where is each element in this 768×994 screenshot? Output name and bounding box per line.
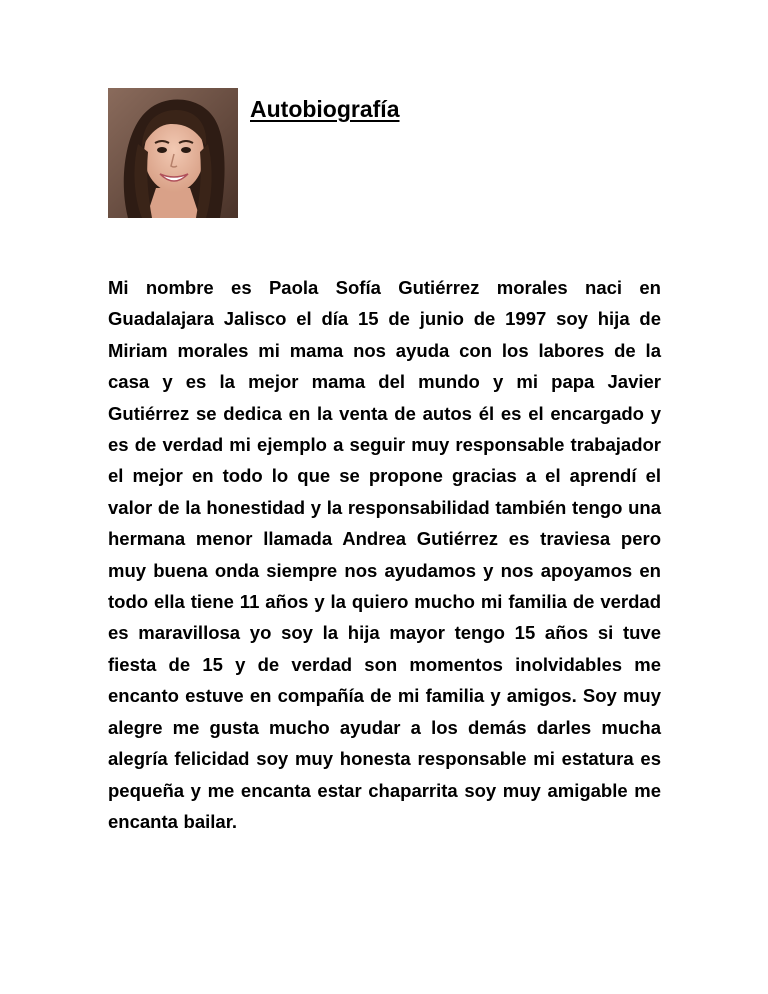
portrait-illustration	[108, 88, 238, 218]
portrait-photo	[108, 88, 238, 218]
page-title: Autobiografía	[250, 96, 400, 122]
autobiography-paragraph: Mi nombre es Paola Sofía Gutiérrez morales naci en Guadalajara Jalisco el día 15 de junio de 1997 soy hija de Miriam morales mi mama nos ayuda con los labores de la casa y es la mejor mama del mundo y mi papa Javier Gutiérrez se dedica en la venta de autos él es el encargado y es de verdad mi ejemplo a seguir muy responsable trabajador el mejor en todo lo que se propone gracias a el aprendí el valor de la honestidad y la responsabilidad también tengo una hermana menor llamada Andrea Gutiérrez es traviesa pero muy buena onda siempre nos ayudamos y nos apoyamos en todo ella tiene 11 años y la quiero mucho mi familia de verdad es maravillosa yo soy la hija mayor tengo 15 años si tuve fiesta de 15 y de verdad son momentos inolvidables me encanto estuve en compañía de mi familia y amigos. Soy muy alegre me gusta mucho ayudar a los demás darles mucha alegría felicidad soy muy honesta responsable mi estatura es pequeña y me encanta estar chaparrita soy muy amigable me encanta bailar.	[108, 277, 661, 832]
